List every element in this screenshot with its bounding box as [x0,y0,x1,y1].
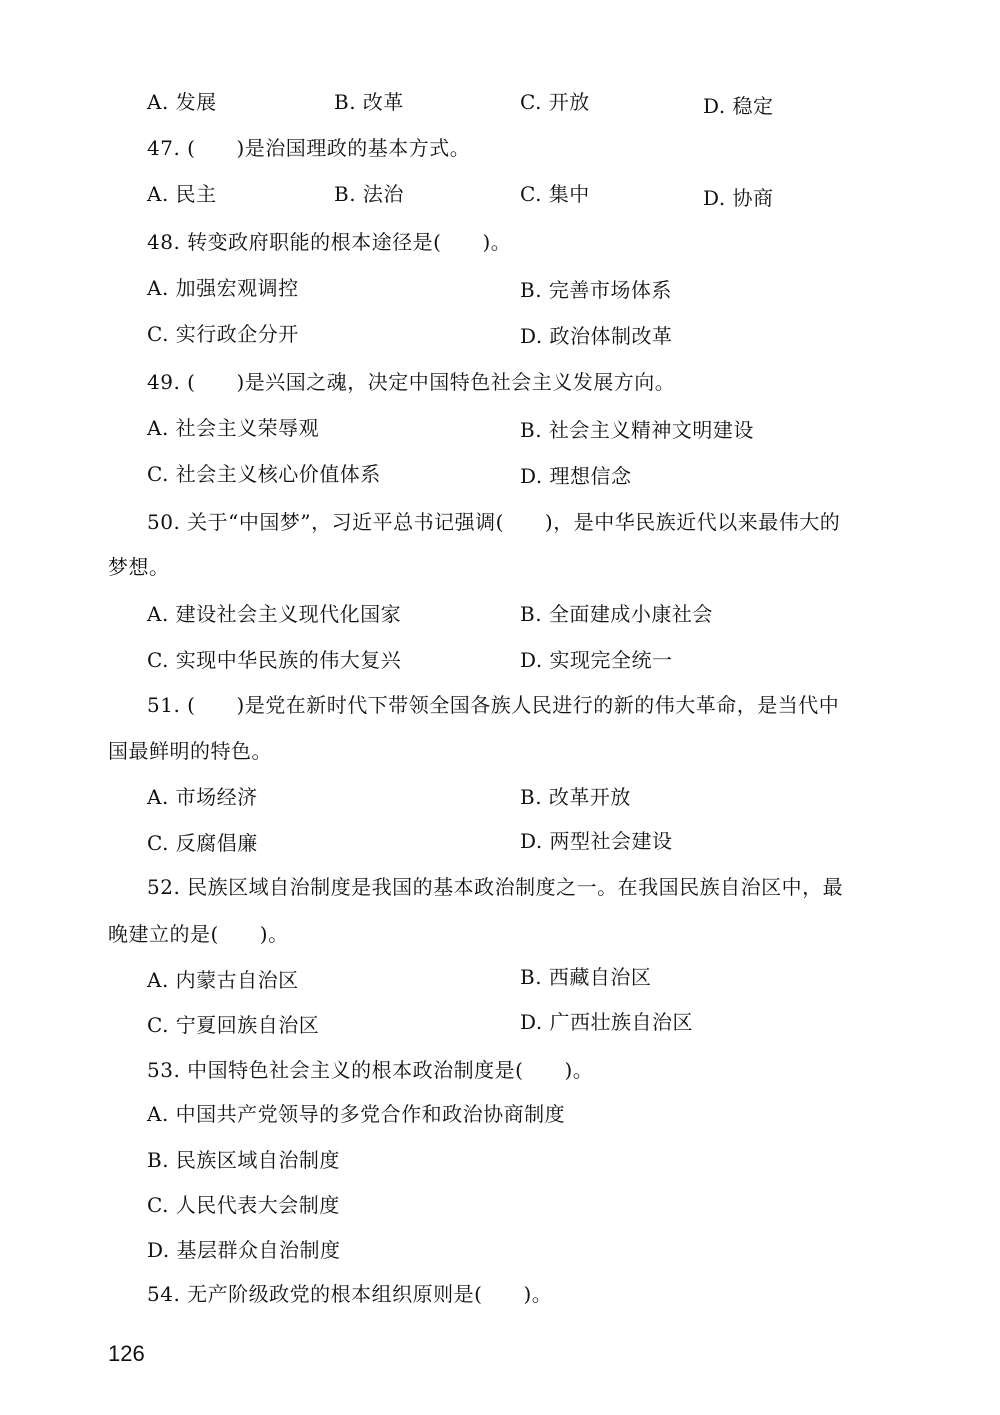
q50-option-d: D. 实现完全统一 [520,648,673,672]
q51-option-d: D. 两型社会建设 [520,829,673,853]
q48-option-c: C. 实行政企分开 [147,322,299,346]
q51-option-a: A. 市场经济 [147,785,258,809]
q47-option-d: D. 协商 [703,186,774,210]
q52-option-a: A. 内蒙古自治区 [147,968,299,992]
q46-option-a: A. 发展 [147,90,217,114]
q48-option-d: D. 政治体制改革 [520,324,673,348]
q47-stem: 47. ( )是治国理政的基本方式。 [147,136,471,160]
q54-stem: 54. 无产阶级政党的根本组织原则是( )。 [147,1282,553,1306]
q51-option-c: C. 反腐倡廉 [147,831,258,855]
q53-stem: 53. 中国特色社会主义的根本政治制度是( )。 [147,1058,594,1082]
q50-stem-line2: 梦想。 [108,555,170,579]
q49-option-a: A. 社会主义荣辱观 [147,416,320,440]
q46-option-c: C. 开放 [520,90,590,114]
q50-option-b: B. 全面建成小康社会 [520,602,713,626]
q52-stem-line1: 52. 民族区域自治制度是我国的基本政治制度之一。在我国民族自治区中，最 [147,875,844,899]
q48-option-a: A. 加强宏观调控 [147,276,299,300]
q46-option-d: D. 稳定 [703,94,774,118]
q52-option-d: D. 广西壮族自治区 [520,1010,694,1034]
q49-option-c: C. 社会主义核心价值体系 [147,462,381,486]
q48-option-b: B. 完善市场体系 [520,278,672,302]
q53-option-a: A. 中国共产党领导的多党合作和政治协商制度 [147,1102,566,1126]
q53-option-c: C. 人民代表大会制度 [147,1193,340,1217]
q52-stem-line2: 晚建立的是( )。 [108,922,289,946]
q53-option-d: D. 基层群众自治制度 [147,1238,341,1262]
q50-option-a: A. 建设社会主义现代化国家 [147,602,402,626]
q50-option-c: C. 实现中华民族的伟大复兴 [147,648,402,672]
q49-stem: 49. ( )是兴国之魂，决定中国特色社会主义发展方向。 [147,370,676,394]
q53-option-b: B. 民族区域自治制度 [147,1148,340,1172]
q49-option-b: B. 社会主义精神文明建设 [520,418,754,442]
q51-stem-line2: 国最鲜明的特色。 [108,739,272,763]
q52-option-c: C. 宁夏回族自治区 [147,1013,320,1037]
q49-option-d: D. 理想信念 [520,464,632,488]
q48-stem: 48. 转变政府职能的根本途径是( )。 [147,230,512,254]
q46-option-b: B. 改革 [334,90,404,114]
page-number: 126 [108,1341,145,1366]
q51-option-b: B. 改革开放 [520,785,631,809]
q47-option-a: A. 民主 [147,182,217,206]
q50-stem-line1: 50. 关于“中国梦”，习近平总书记强调( )，是中华民族近代以来最伟大的 [147,510,841,534]
q51-stem-line1: 51. ( )是党在新时代下带领全国各族人民进行的新的伟大革命，是当代中 [147,693,840,717]
q47-option-b: B. 法治 [334,182,404,206]
q47-option-c: C. 集中 [520,182,590,206]
q52-option-b: B. 西藏自治区 [520,965,652,989]
